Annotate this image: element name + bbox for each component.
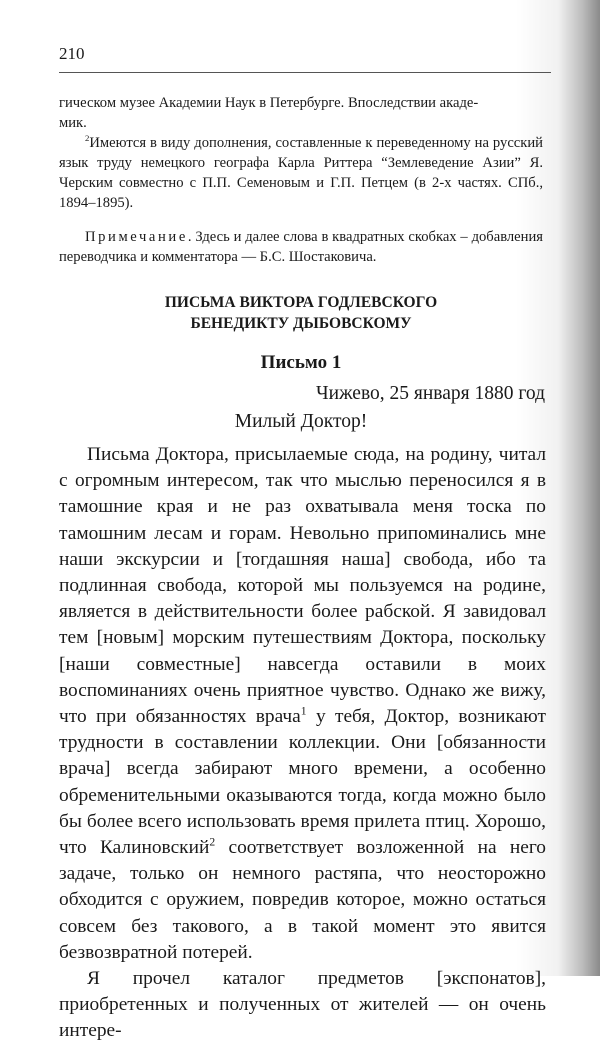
footnote-ref-1: 1 [300,704,307,718]
remark-label: Примечание [85,229,188,245]
editorial-remark [59,227,543,267]
salutation: Милый Доктор! [234,411,368,432]
paragraph-2: Я прочел каталог предметов [экспонатов], приобретенных и полученных от жителей — он очень интере- [59,968,546,1042]
paragraph-1 [59,442,546,966]
paragraph-1-part-a: Письма Доктора, присылаемые сюда, на родину, читал с огромным интересом, так что мыслью переносился я в тамошние края и не раз охватывала меня тоска по тамошним лесам и горам. Невольно припоминались мне наши экскурсии и [тогдашняя наша] свобода, ибо та подлинная свобода, которой мы пользуемся на родине, является в действительности более рабской. Я завидовал тем [новым] морским путешествиям Доктора, поскольку [наши совместные] навсегда оставили в моих воспоминаниях очень приятное чувство. Однако же вижу, что при обязанностях врача [59,444,546,728]
letter-body [59,442,546,1045]
footnote-ref-2: 2 [209,835,216,849]
footnote-continuation-line1: гическом музее Академии Наук в Петербурге. Впоследствии акаде- [59,95,479,111]
place-date: Чижево, 25 января 1880 год [315,383,545,404]
footnotes [59,93,543,267]
section-title-line2: БЕНЕДИКТУ ДЫБОВСКОМУ [190,315,412,332]
header-rule [59,72,551,73]
page-number: 210 [59,44,85,63]
section-title-line1: ПИСЬМА ВИКТОРА ГОДЛЕВСКОГО [164,294,438,311]
remark-text: . Здесь и далее слова в квадратных скобках – добавления переводчика и комментатора — Б.С. Шостаковича. [59,229,543,265]
footnote-2 [59,133,543,213]
letter-heading: Письмо 1 [260,352,342,373]
section-title [59,292,543,334]
footnote-2-text: Имеются в виду дополнения, составленные к переведенному на русский язык труду немецкого географа Карла Риттера “Землеведение Азии” Я. Черским совместно с П.П. Семеновым и Г.П. Петцем (в 2-х частях. СПб., 1894–1895). [59,135,543,211]
paragraph-1-part-c: соответствует возложенной на него задаче, только он немного растяпа, что неосторожно обходится с оружием, повредив которое, можно остаться совсем без такового, а в такой момент это явится безвозвратной потерей. [59,837,546,963]
footnote-continuation-line2: мик. [59,115,87,131]
footnote-2-marker: 2 [85,133,90,144]
paragraph-1-part-b: у тебя, Доктор, возникают трудности в составлении коллекции. Они [обязанности врача] всегда забирают много времени, а особенно обременительными оказываются тогда, когда можно было бы более всего использовать время прилета птиц. Хорошо, что Калиновский [59,706,546,859]
footnote-continuation [59,93,543,133]
